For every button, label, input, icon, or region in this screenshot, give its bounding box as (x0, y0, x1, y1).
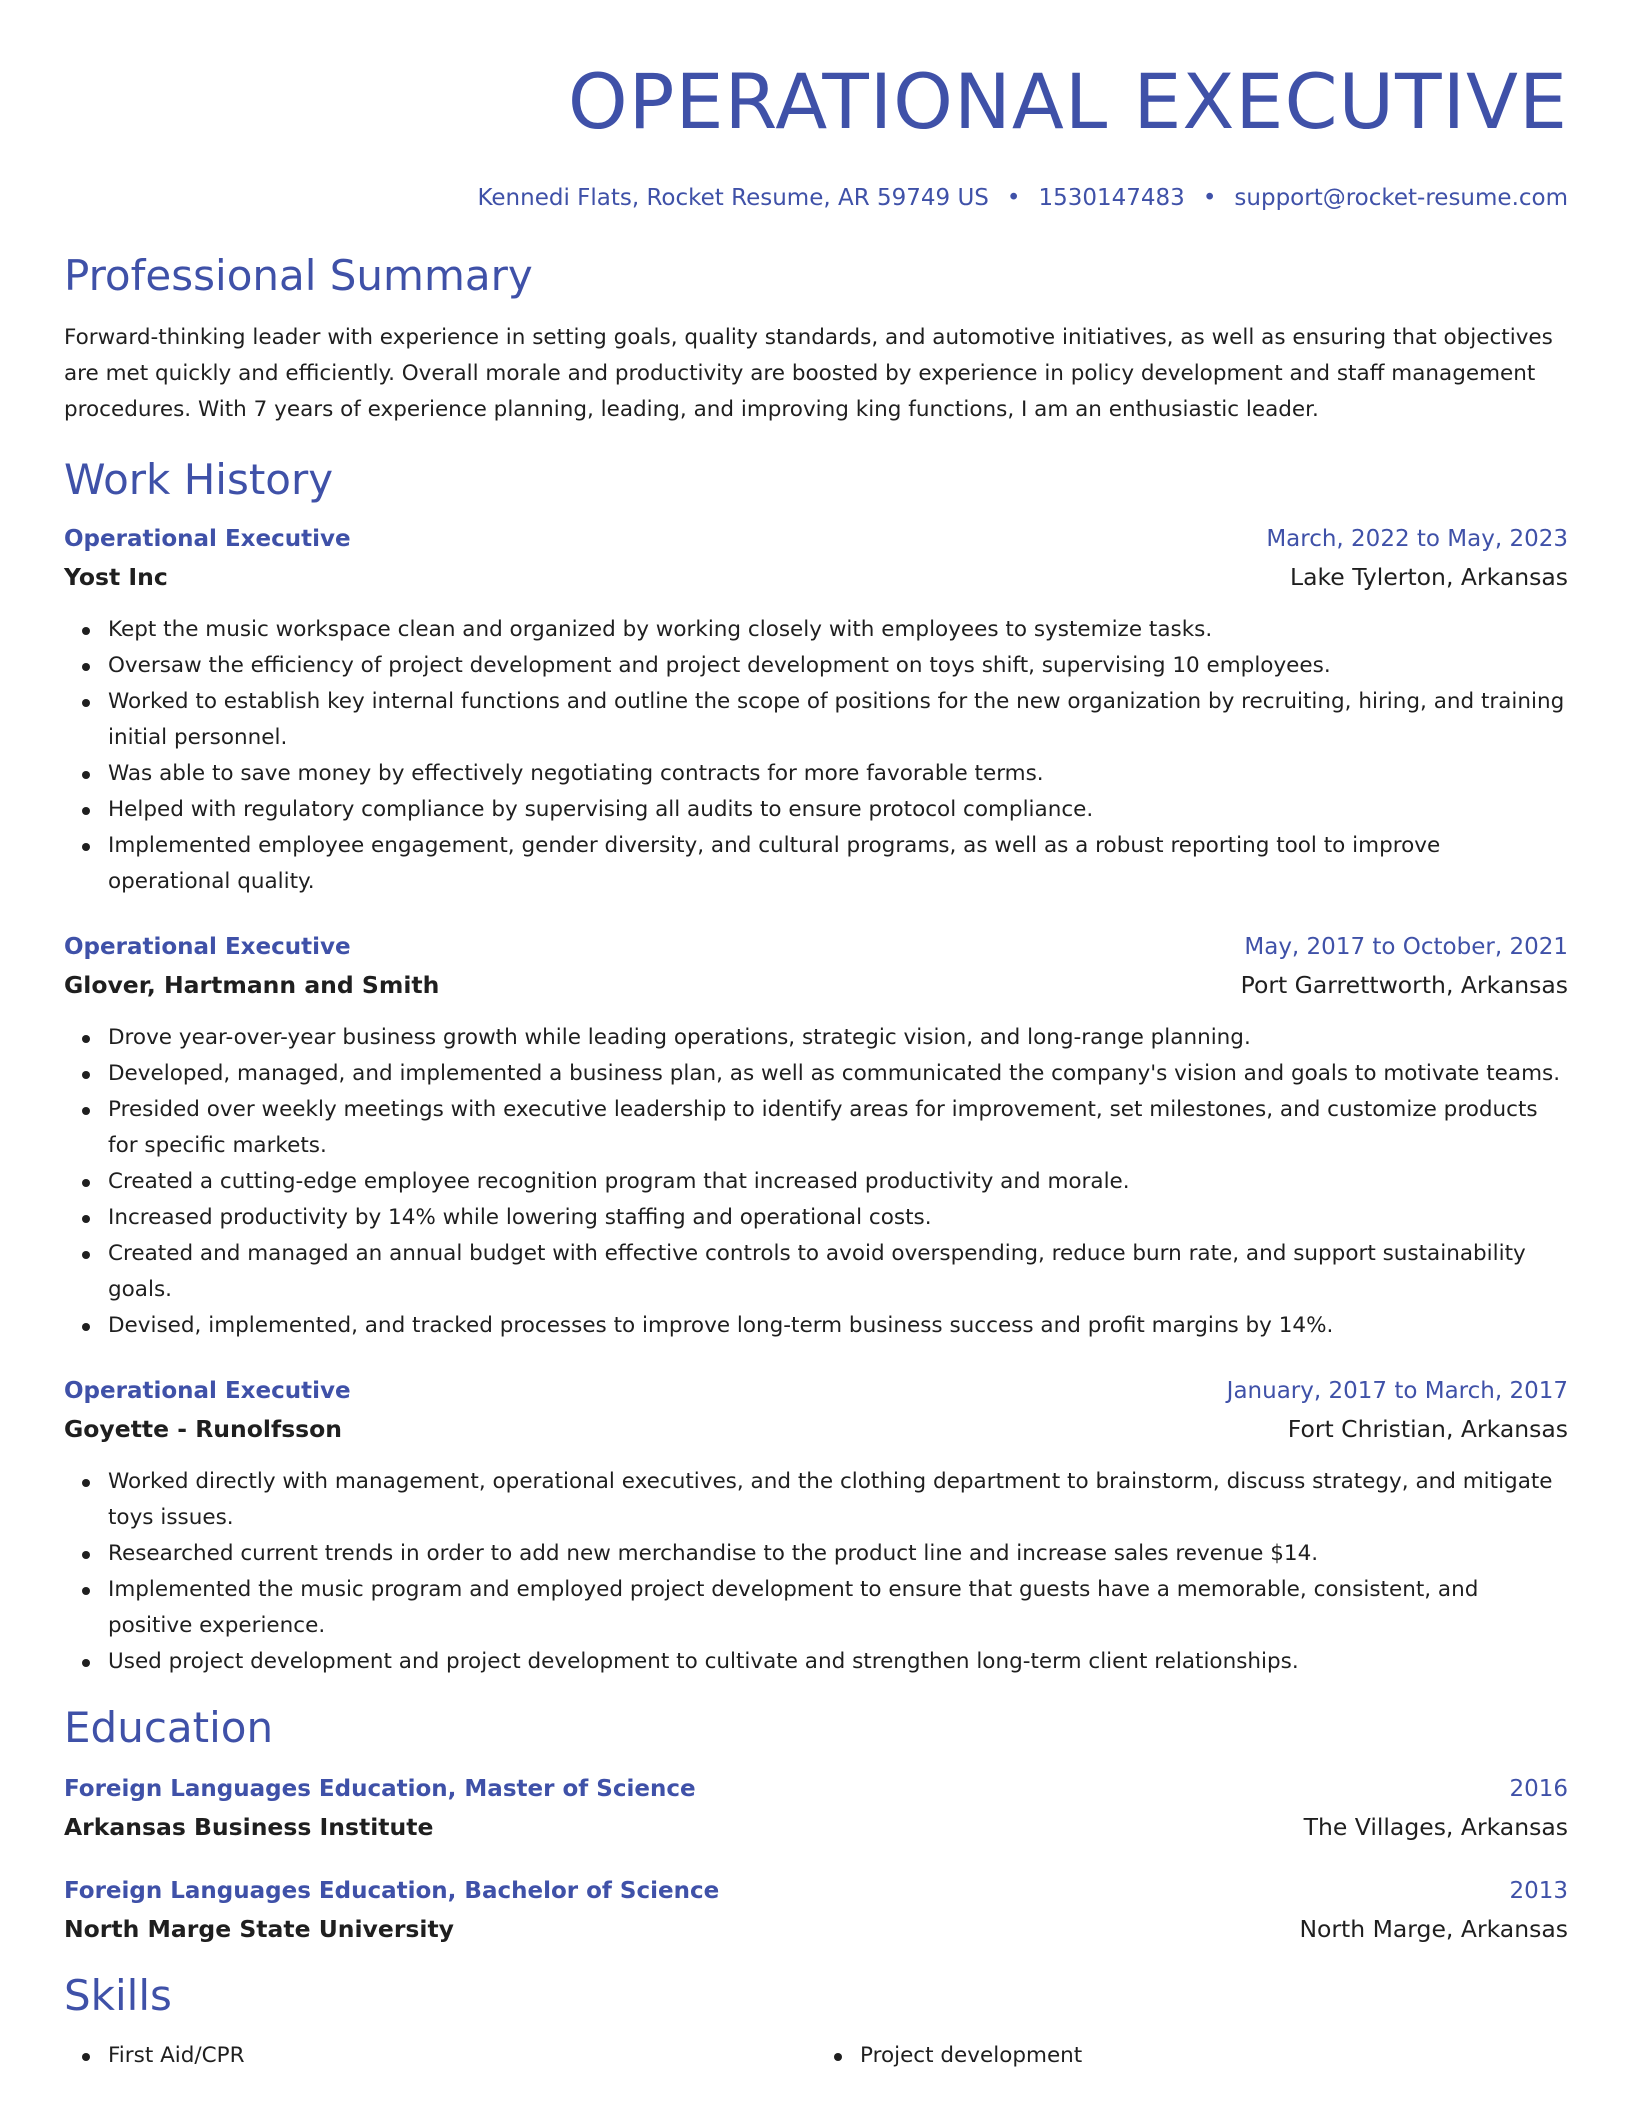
education-entry (64, 1872, 1568, 1948)
job-bullet: Helped with regulatory compliance by supervising all audits to ensure protocol compliance. (108, 792, 1568, 828)
job-entry (64, 928, 1568, 1344)
job-bullet: Was able to save money by effectively negotiating contracts for more favorable terms. (108, 756, 1568, 792)
education-location: The Villages, Arkansas (1303, 1813, 1568, 1841)
job-dates: March, 2022 to May, 2023 (1266, 526, 1568, 552)
job-title-row (64, 520, 1568, 558)
job-location: Fort Christian, Arkansas (1287, 1415, 1568, 1443)
education-degree-row (64, 1872, 1568, 1910)
skills-column-left (64, 2038, 816, 2074)
skills-heading: Skills (64, 1971, 172, 2020)
job-bullet: Developed, managed, and implemented a business plan, as well as communicated the company's vision and goals to motivate teams. (108, 1056, 1568, 1092)
job-bullet: Drove year-over-year business growth while leading operations, strategic vision, and long-range planning. (108, 1020, 1568, 1056)
candidate-name: OPERATIONAL EXECUTIVE (567, 57, 1568, 146)
job-title: Operational Executive (64, 1378, 351, 1404)
education-heading: Education (64, 1703, 274, 1752)
job-employer-row (64, 966, 1568, 1004)
job-bullet: Created and managed an annual budget with effective controls to avoid overspending, reduce burn rate, and support sustainability goals. (108, 1236, 1568, 1308)
job-title-row (64, 1372, 1568, 1410)
education-degree: Foreign Languages Education, Master of Science (64, 1776, 696, 1802)
skills-column-right (816, 2038, 1568, 2074)
job-bullets (64, 612, 1568, 900)
education-location: North Marge, Arkansas (1299, 1915, 1568, 1943)
education-year: 2013 (1509, 1878, 1568, 1904)
job-bullet: Presided over weekly meetings with executive leadership to identify areas for improvement, set milestones, and customize products for specific markets. (108, 1092, 1568, 1164)
education-degree-row (64, 1770, 1568, 1808)
contact-separator: • (1202, 185, 1217, 211)
job-title-row (64, 928, 1568, 966)
education-school: Arkansas Business Institute (64, 1813, 434, 1841)
contact-email[interactable]: support@rocket-resume.com (1234, 185, 1568, 211)
job-dates: May, 2017 to October, 2021 (1244, 934, 1568, 960)
job-bullet: Researched current trends in order to add new merchandise to the product line and increase sales revenue $14. (108, 1536, 1568, 1572)
job-location: Port Garrettworth, Arkansas (1240, 971, 1568, 999)
education-school: North Marge State University (64, 1915, 454, 1943)
job-title: Operational Executive (64, 934, 351, 960)
job-title: Operational Executive (64, 526, 351, 552)
summary-text: Forward-thinking leader with experience in setting goals, quality standards, and automotive initiatives, as well as ensuring that objectives are met quickly and efficiently. Overall morale and productivity are boosted by experience in policy development and staff management procedures. With 7 years of experience planning, leading, and improving king functions, I am an enthusiastic leader. (64, 325, 1553, 422)
job-employer: Glover, Hartmann and Smith (64, 971, 440, 999)
education-degree: Foreign Languages Education, Bachelor of Science (64, 1878, 720, 1904)
job-bullet: Worked to establish key internal functions and outline the scope of positions for the new organization by recruiting, hiring, and training initial personnel. (108, 684, 1568, 756)
job-dates: January, 2017 to March, 2017 (1226, 1378, 1568, 1404)
job-location: Lake Tylerton, Arkansas (1290, 563, 1568, 591)
education-year: 2016 (1509, 1776, 1568, 1802)
skill-item: First Aid/CPR (108, 2038, 816, 2074)
contact-address: Kennedi Flats, Rocket Resume, AR 59749 US (477, 185, 989, 211)
job-bullet: Created a cutting-edge employee recognition program that increased productivity and morale. (108, 1164, 1568, 1200)
education-school-row (64, 1808, 1568, 1846)
job-bullet: Implemented the music program and employed project development to ensure that guests have a memorable, consistent, and positive experience. (108, 1572, 1568, 1644)
job-entry (64, 1372, 1568, 1680)
contact-separator: • (1006, 185, 1021, 211)
skills-list (64, 2038, 1568, 2074)
job-bullets (64, 1464, 1568, 1680)
skill-item: Project development (860, 2038, 1568, 2074)
job-bullet: Devised, implemented, and tracked processes to improve long-term business success and profit margins by 14%. (108, 1308, 1568, 1344)
summary-heading: Professional Summary (64, 251, 533, 300)
job-bullet: Increased productivity by 14% while lowering staffing and operational costs. (108, 1200, 1568, 1236)
work-history-heading: Work History (64, 455, 334, 504)
education-school-row (64, 1910, 1568, 1948)
resume-header (64, 54, 1568, 214)
job-bullet: Worked directly with management, operational executives, and the clothing department to brainstorm, discuss strategy, and mitigate toys issues. (108, 1464, 1568, 1536)
contact-line (64, 182, 1568, 214)
education-entry (64, 1770, 1568, 1846)
job-employer: Goyette - Runolfsson (64, 1415, 343, 1443)
job-bullet: Kept the music workspace clean and organized by working closely with employees to systemize tasks. (108, 612, 1568, 648)
job-employer-row (64, 558, 1568, 596)
job-bullet: Oversaw the efficiency of project development and project development on toys shift, supervising 10 employees. (108, 648, 1568, 684)
job-bullet: Implemented employee engagement, gender diversity, and cultural programs, as well as a robust reporting tool to improve operational quality. (108, 828, 1568, 900)
job-employer: Yost Inc (64, 563, 168, 591)
job-entry (64, 520, 1568, 900)
job-bullets (64, 1020, 1568, 1344)
contact-phone[interactable]: 1530147483 (1038, 185, 1185, 211)
job-bullet: Used project development and project development to cultivate and strengthen long-term client relationships. (108, 1644, 1568, 1680)
job-employer-row (64, 1410, 1568, 1448)
